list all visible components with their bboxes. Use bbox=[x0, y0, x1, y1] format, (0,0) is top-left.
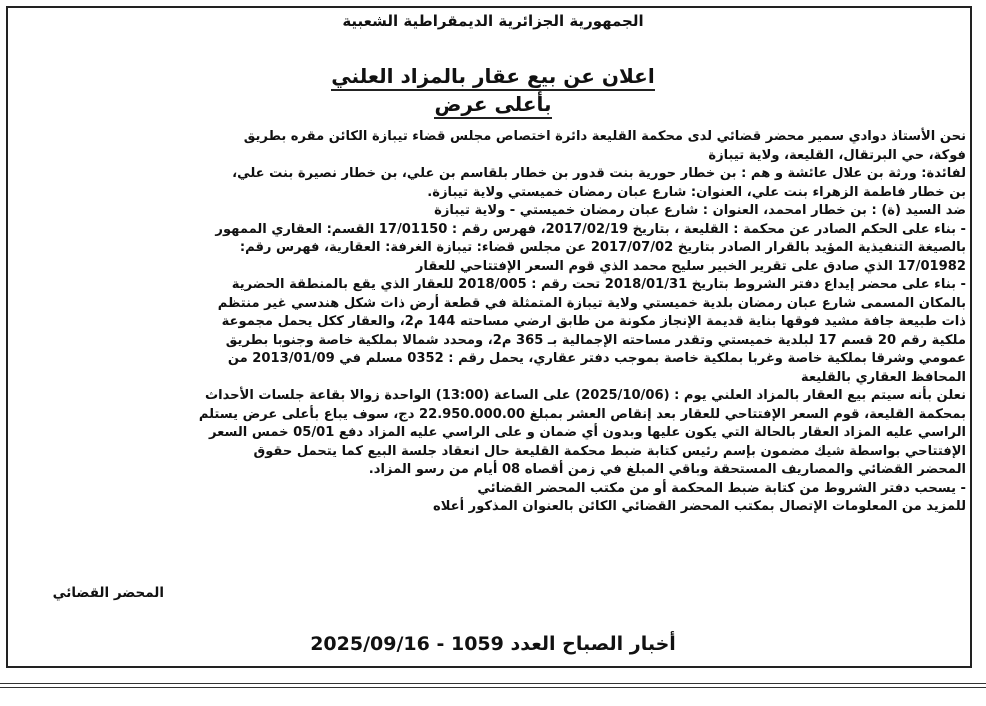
body-line: 17/01982 الذي صادق على تقرير الخبير سليح محمد الذي قوم السعر الإفتتاحي للعقار bbox=[415, 258, 966, 274]
body-line: ذات طبيعة جافة مشيد فوقها بناية قديمة الإنجاز مكونة من طابق ارضي مساحته 144 م2، والعقار ككل يحمل مجموعة bbox=[221, 314, 966, 329]
body-line: ضد السيد (ة) : بن خطار امحمد، العنوان : شارع عبان رمضان خميستي - ولاية تيبازة bbox=[434, 203, 966, 218]
body-line: - يسحب دفتر الشروط من كتابة ضبط المحكمة أو من مكتب المحضر القضائي bbox=[477, 480, 966, 496]
body-line: فوكة، حي البرتقال، القليعة، ولاية تيبازة bbox=[708, 147, 966, 163]
body-line: الإفتتاحي بواسطة شيك مضمون بإسم رئيس كتابة ضبط محكمة القليعة حال انعقاد جلسة البيع كما يتحمل حقوق bbox=[253, 443, 966, 459]
notice-body bbox=[18, 128, 966, 517]
body-line: ملكية رقم 20 قسم 17 لبلدية خميستي وتقدر مساحته الإجمالية بـ 365 م2، ومحدد شمالا بملكية خاصة وجنوبا بطريق bbox=[225, 332, 966, 348]
body-line: بمحكمة القليعة، قوم السعر الإفتتاحي للعقار بعد إنقاص العشر بمبلغ 22.950.000.00 دج، سوف يباع بأعلى عرض يستلم bbox=[198, 406, 966, 422]
body-line: عمومي وشرقا بملكية خاصة وغربا بملكية خاصة بموجب دفتر عقاري، يحمل رقم : 0352 مسلم في 2013/01/09 من bbox=[227, 351, 966, 366]
notice-subtitle bbox=[0, 92, 986, 116]
body-line: لفائدة: ورثة بن علال عائشة و هم : بن خطار حورية بنت قدور بن خطار بلقاسم بن علي، بن خطار نصيرة بنت علي، bbox=[232, 166, 966, 181]
bailiff-signature: المحضر القضائي bbox=[52, 585, 164, 601]
body-line: بالصيغة التنفيذية المؤيد بالقرار الصادر بتاريخ 2017/07/02 عن مجلس قضاء: تيبازة الغرفة: العقارية، فهرس رقم: bbox=[239, 240, 966, 255]
body-line: - بناء على محضر إيداع دفتر الشروط بتاريخ 2018/01/31 تحت رقم : 2018/005 للعقار الذي يقع بالمنطقة الحضرية bbox=[231, 277, 966, 292]
notice-title bbox=[0, 64, 986, 88]
body-line: بن خطار فاطمة الزهراء بنت علي، العنوان: شارع عبان رمضان خميستي ولاية تيبازة. bbox=[427, 184, 966, 200]
body-line: نعلن بأنه سيتم بيع العقار بالمزاد العلني يوم : (2025/10/06) على الساعة (13:00) الواحدة زوالا بقاعة جلسات الأحداث bbox=[204, 388, 966, 403]
country-header: الجمهورية الجزائرية الديمقراطية الشعبية bbox=[342, 12, 644, 30]
body-line: نحن الأستاذ دوادي سمير محضر قضائي لدى محكمة القليعة دائرة اختصاص مجلس قضاء تيبازة الكائن مقره بطريق bbox=[243, 129, 966, 144]
body-line: المحضر القضائي والمصاريف المستحقة وباقي المبلغ في زمن أقصاه 08 أيام من رسو المزاد. bbox=[368, 462, 966, 477]
newspaper-footer: أخبار الصباح العدد 1059 - 2025/09/16 bbox=[310, 633, 676, 655]
notice-title-line2: بأعلى عرض bbox=[434, 92, 551, 119]
bottom-divider-secondary bbox=[0, 687, 986, 688]
body-line: الراسي عليه المزاد العقار بالحالة التي يكون عليها وبدون أي ضمان و على الراسي عليه المزاد دفع 05/01 خمس السعر bbox=[209, 425, 966, 440]
body-line: - بناء على الحكم الصادر عن محكمة : القليعة ، بتاريخ 2017/02/19، فهرس رقم : 17/01150 القسم: العقاري الممهور bbox=[215, 221, 966, 237]
bottom-divider bbox=[0, 683, 986, 684]
notice-title-line1: اعلان عن بيع عقار بالمزاد العلني bbox=[331, 64, 654, 91]
body-line: المحافظ العقاري بالقليعة bbox=[800, 369, 966, 385]
body-line: للمزيد من المعلومات الإتصال بمكتب المحضر القضائي الكائن بالعنوان المذكور أعلاه bbox=[433, 499, 966, 514]
body-line: بالمكان المسمى شارع عبان رمضان بلدية خميستي ولاية تيبازة المتمثلة في قطعة أرض ذات شكل هندسي غير منتظم bbox=[217, 295, 966, 311]
